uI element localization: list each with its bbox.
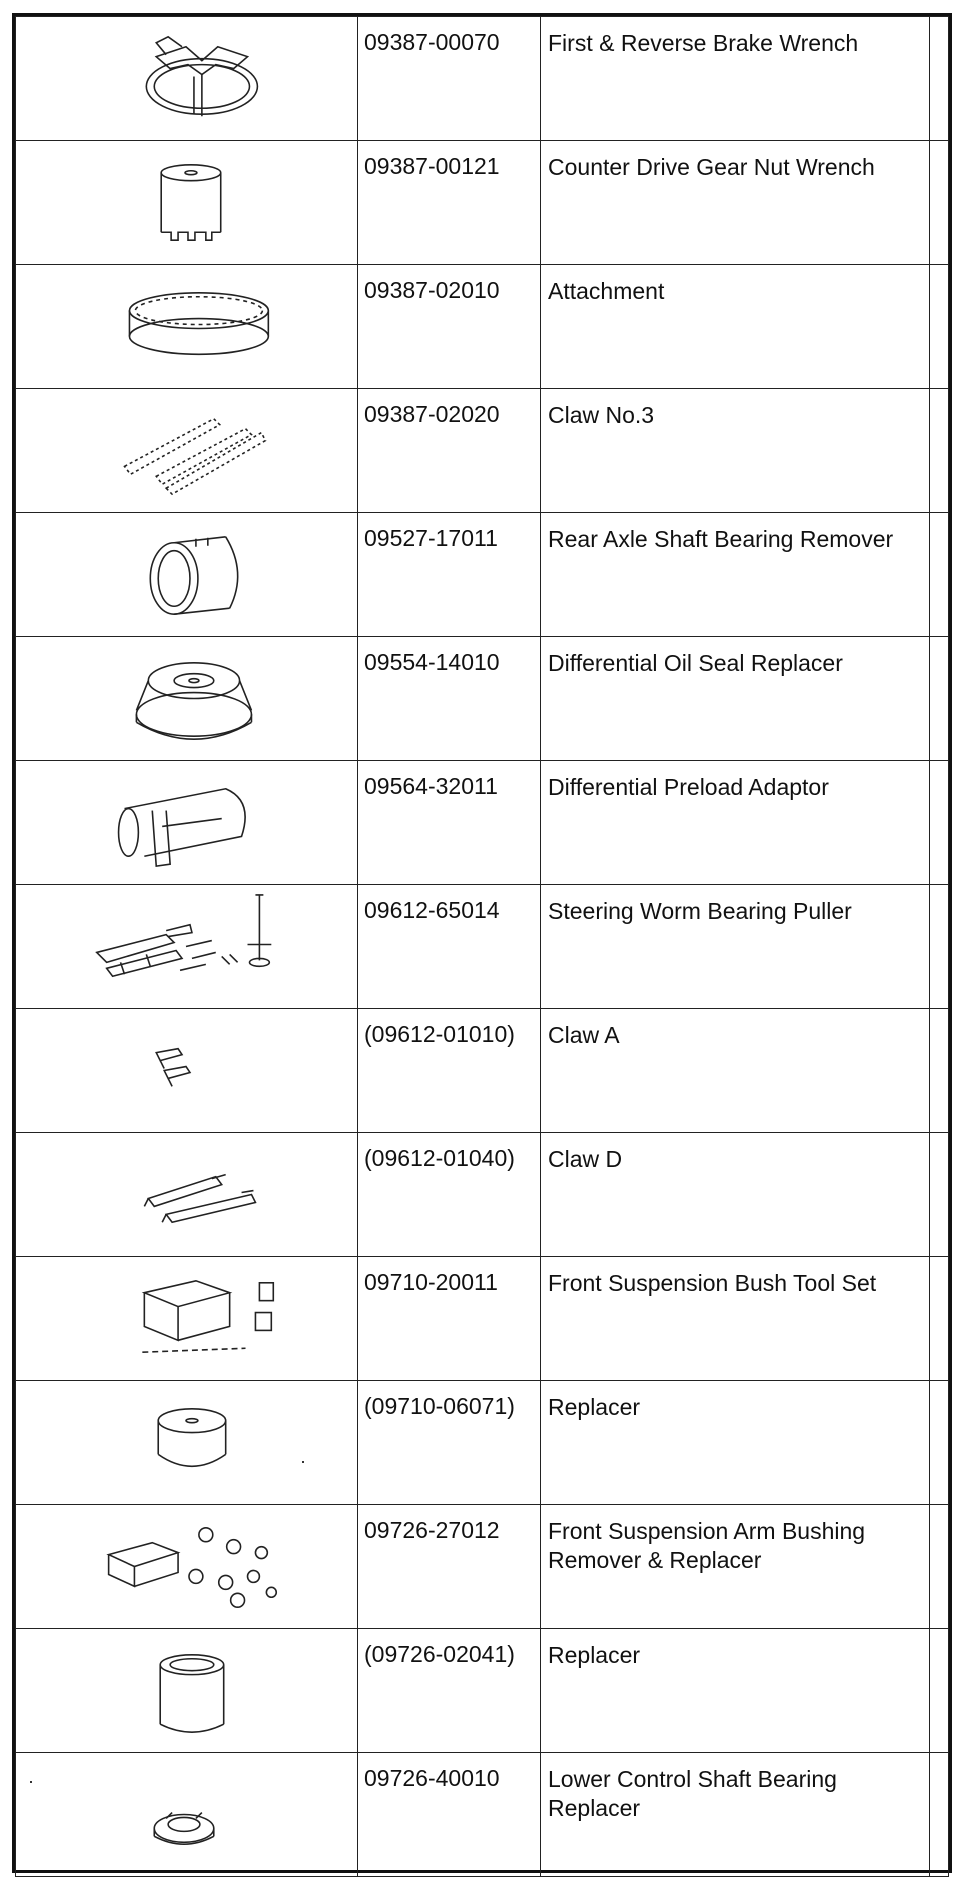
blank-cell	[930, 389, 949, 513]
part-number: 09387-02010	[358, 265, 541, 389]
part-number: 09564-32011	[358, 761, 541, 885]
table-row	[16, 389, 949, 513]
table-row	[16, 1133, 949, 1257]
illustration-cell	[16, 141, 358, 265]
tool-name: Claw A	[541, 1009, 930, 1133]
shaft-bearing-replacer-icon	[16, 1753, 357, 1876]
replacer-cylinder-icon	[16, 1629, 357, 1752]
part-number: (09710-06071)	[358, 1381, 541, 1505]
bush-tool-set-icon	[16, 1257, 357, 1380]
blank-cell	[930, 17, 949, 141]
tool-name: Attachment	[541, 265, 930, 389]
illustration-cell	[16, 1133, 358, 1257]
part-number: 09726-40010	[358, 1753, 541, 1877]
table-row	[16, 265, 949, 389]
tool-name: Counter Drive Gear Nut Wrench	[541, 141, 930, 265]
illustration-cell	[16, 1381, 358, 1505]
tool-list-sheet	[12, 13, 952, 1873]
blank-cell	[930, 141, 949, 265]
tool-name: Claw D	[541, 1133, 930, 1257]
illustration-cell	[16, 1009, 358, 1133]
tool-name: Front Suspension Arm Bushing Remover & Replacer	[541, 1505, 930, 1629]
illustration-cell	[16, 17, 358, 141]
replacer-disc-icon	[16, 1381, 357, 1504]
blank-cell	[930, 885, 949, 1009]
illustration-cell	[16, 513, 358, 637]
table-row	[16, 17, 949, 141]
part-number: 09612-65014	[358, 885, 541, 1009]
part-number: (09612-01040)	[358, 1133, 541, 1257]
part-number: 09726-27012	[358, 1505, 541, 1629]
claw-d-icon	[16, 1133, 357, 1256]
tool-name: Steering Worm Bearing Puller	[541, 885, 930, 1009]
bearing-puller-set-icon	[16, 885, 357, 1008]
table-row	[16, 761, 949, 885]
part-number: 09387-00121	[358, 141, 541, 265]
socket-wrench-icon	[16, 141, 357, 264]
blank-cell	[930, 1753, 949, 1877]
bushing-set-icon	[16, 1505, 357, 1628]
table-row	[16, 1257, 949, 1381]
table-row	[16, 885, 949, 1009]
part-number: (09726-02041)	[358, 1629, 541, 1753]
speck	[30, 1781, 32, 1783]
tool-name: Replacer	[541, 1629, 930, 1753]
illustration-cell	[16, 637, 358, 761]
table-row	[16, 1009, 949, 1133]
table-row	[16, 1505, 949, 1629]
illustration-cell	[16, 1505, 358, 1629]
illustration-cell	[16, 265, 358, 389]
tool-name: Claw No.3	[541, 389, 930, 513]
blank-cell	[930, 1133, 949, 1257]
blank-cell	[930, 1381, 949, 1505]
blank-cell	[930, 513, 949, 637]
blank-cell	[930, 761, 949, 885]
tool-name: Replacer	[541, 1381, 930, 1505]
tool-name: First & Reverse Brake Wrench	[541, 17, 930, 141]
blank-cell	[930, 637, 949, 761]
illustration-cell	[16, 389, 358, 513]
part-number: 09387-02020	[358, 389, 541, 513]
tool-name: Lower Control Shaft Bearing Replacer	[541, 1753, 930, 1877]
table-row	[16, 1381, 949, 1505]
blank-cell	[930, 1009, 949, 1133]
claw-a-icon	[16, 1009, 357, 1132]
tool-name: Differential Preload Adaptor	[541, 761, 930, 885]
table-row	[16, 141, 949, 265]
tool-name: Front Suspension Bush Tool Set	[541, 1257, 930, 1381]
illustration-cell	[16, 885, 358, 1009]
brake-wrench-icon	[16, 17, 357, 140]
table-row	[16, 513, 949, 637]
part-number: (09612-01010)	[358, 1009, 541, 1133]
table-row	[16, 1753, 949, 1877]
table-row	[16, 637, 949, 761]
claw-icon	[16, 389, 357, 512]
oil-seal-replacer-icon	[16, 637, 357, 760]
tool-name: Differential Oil Seal Replacer	[541, 637, 930, 761]
table-row	[16, 1629, 949, 1753]
speck	[302, 1461, 304, 1463]
illustration-cell	[16, 1753, 358, 1877]
part-number: 09554-14010	[358, 637, 541, 761]
illustration-cell	[16, 761, 358, 885]
tool-table	[15, 16, 949, 1877]
blank-cell	[930, 1257, 949, 1381]
ring-attachment-icon	[16, 265, 357, 388]
illustration-cell	[16, 1257, 358, 1381]
part-number: 09710-20011	[358, 1257, 541, 1381]
part-number: 09387-00070	[358, 17, 541, 141]
preload-adaptor-icon	[16, 761, 357, 884]
part-number: 09527-17011	[358, 513, 541, 637]
blank-cell	[930, 265, 949, 389]
tool-name: Rear Axle Shaft Bearing Remover	[541, 513, 930, 637]
bearing-remover-icon	[16, 513, 357, 636]
illustration-cell	[16, 1629, 358, 1753]
blank-cell	[930, 1629, 949, 1753]
blank-cell	[930, 1505, 949, 1629]
